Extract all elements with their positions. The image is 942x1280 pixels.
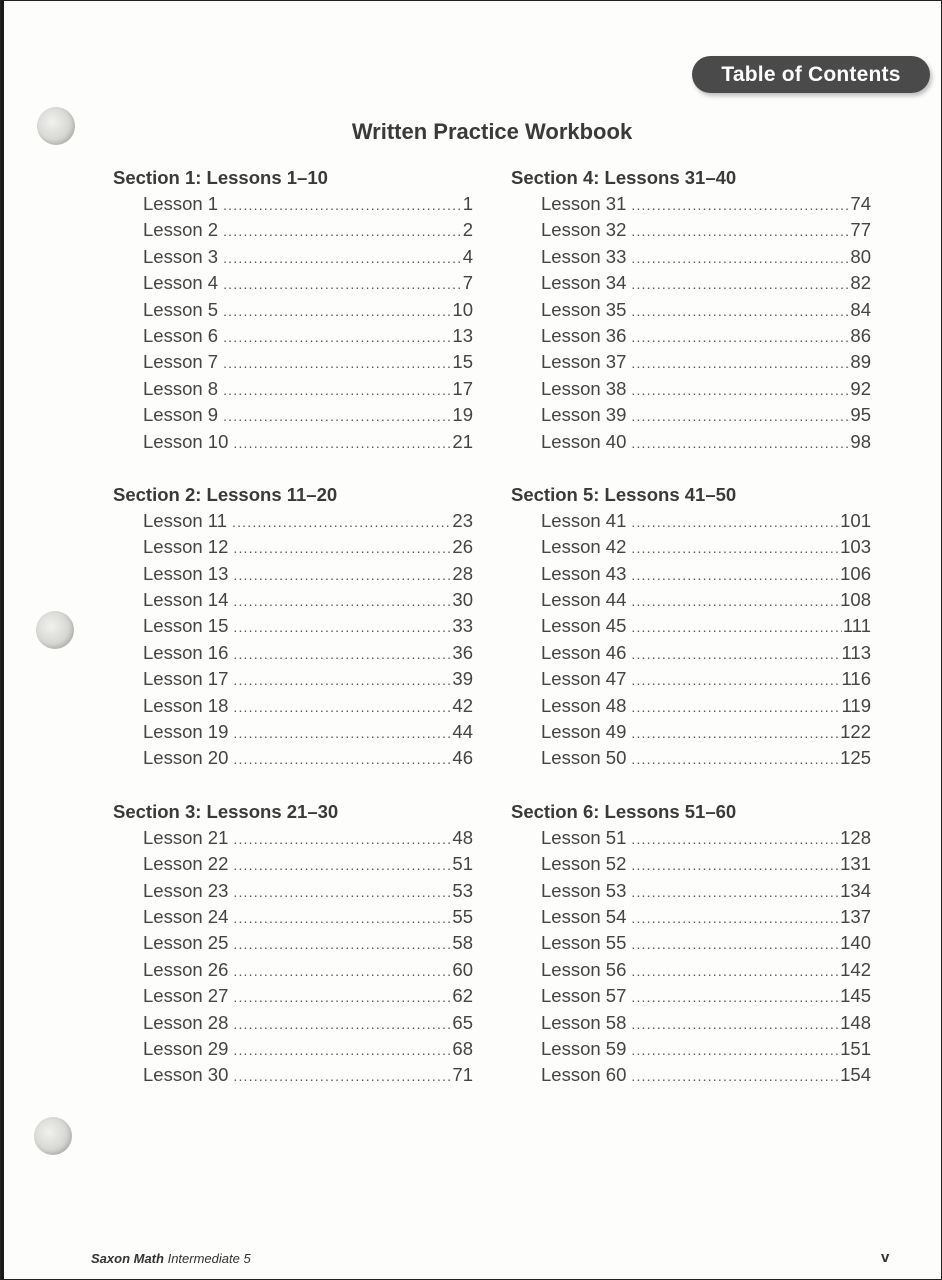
- lesson-label: Lesson 56: [541, 958, 627, 980]
- toc-entry[interactable]: [511, 1036, 871, 1062]
- lesson-label: Lesson 46: [541, 641, 627, 663]
- lesson-label: Lesson 12: [143, 536, 229, 558]
- toc-entry[interactable]: [113, 666, 473, 692]
- punch-hole-bottom: [34, 1117, 72, 1155]
- page-number: 23: [452, 509, 473, 531]
- dot-leader: [631, 852, 839, 878]
- page-number: 142: [840, 958, 871, 980]
- page-number: 48: [452, 826, 473, 848]
- dot-leader: [631, 667, 840, 693]
- toc-section: [113, 799, 473, 1089]
- toc-entry[interactable]: [511, 508, 871, 534]
- dot-leader: [233, 984, 451, 1010]
- page-number: 15: [452, 351, 473, 373]
- dot-leader: [631, 694, 840, 720]
- dot-leader: [233, 588, 451, 614]
- dot-leader: [631, 324, 849, 350]
- dot-leader: [233, 958, 451, 984]
- lesson-label: Lesson 34: [541, 272, 627, 294]
- page-number: 125: [840, 747, 871, 769]
- toc-entry[interactable]: [511, 957, 871, 983]
- lesson-label: Lesson 8: [143, 377, 219, 399]
- lesson-label: Lesson 33: [541, 245, 627, 267]
- lesson-label: Lesson 53: [541, 879, 627, 901]
- footer-brand: Saxon Math: [91, 1251, 164, 1266]
- dot-leader: [631, 984, 839, 1010]
- toc-entry[interactable]: [511, 983, 871, 1009]
- section-header: Section 5: Lessons 41–50: [511, 483, 737, 505]
- dot-leader: [631, 1037, 839, 1063]
- page-number: 134: [840, 879, 871, 901]
- lesson-label: Lesson 47: [541, 668, 627, 690]
- lesson-label: Lesson 59: [541, 1037, 627, 1059]
- lesson-label: Lesson 52: [541, 853, 627, 875]
- page-number: 46: [452, 747, 473, 769]
- page-number: 19: [452, 404, 473, 426]
- toc-entry[interactable]: [113, 429, 473, 455]
- lesson-label: Lesson 51: [541, 826, 627, 848]
- lesson-label: Lesson 19: [143, 721, 229, 743]
- lesson-label: Lesson 40: [541, 430, 627, 452]
- footer-subtitle: Intermediate 5: [167, 1251, 251, 1266]
- page-number: 33: [452, 615, 473, 637]
- toc-entry[interactable]: [113, 217, 473, 243]
- lesson-label: Lesson 13: [143, 562, 229, 584]
- page-number: 119: [841, 694, 871, 716]
- dot-leader: [631, 430, 849, 456]
- page-number: 148: [840, 1011, 871, 1033]
- dot-leader: [631, 377, 849, 403]
- dot-leader: [233, 1037, 451, 1063]
- toc-entry[interactable]: [511, 745, 871, 771]
- toc-section: [511, 799, 871, 1089]
- dot-leader: [233, 746, 451, 772]
- dot-leader: [223, 271, 462, 297]
- lesson-label: Lesson 50: [541, 747, 627, 769]
- lesson-label: Lesson 16: [143, 641, 229, 663]
- page-number: 145: [840, 985, 871, 1007]
- toc-entry[interactable]: [113, 930, 473, 956]
- dot-leader: [233, 826, 451, 852]
- page-number: 89: [850, 351, 871, 373]
- page-number: 98: [850, 430, 871, 452]
- toc-entry[interactable]: [511, 429, 871, 455]
- lesson-label: Lesson 17: [143, 668, 229, 690]
- section-header: Section 6: Lessons 51–60: [511, 800, 737, 822]
- dot-leader: [631, 746, 839, 772]
- page-number: 42: [452, 694, 473, 716]
- toc-column-right: [511, 165, 871, 1116]
- page-number: 116: [841, 668, 871, 690]
- toc-entry[interactable]: [113, 1062, 473, 1088]
- toc-entry[interactable]: [511, 613, 871, 639]
- table-of-contents-tab: Table of Contents: [692, 56, 930, 93]
- toc-entry[interactable]: [511, 217, 871, 243]
- section-header: Section 3: Lessons 21–30: [113, 800, 339, 822]
- dot-leader: [631, 403, 849, 429]
- toc-entry[interactable]: [113, 693, 473, 719]
- toc-entry[interactable]: [511, 244, 871, 270]
- dot-leader: [223, 403, 451, 429]
- lesson-label: Lesson 60: [541, 1064, 627, 1086]
- toc-entry[interactable]: [113, 349, 473, 375]
- toc-entry[interactable]: [511, 191, 871, 217]
- toc-entry[interactable]: [113, 508, 473, 534]
- dot-leader: [631, 879, 839, 905]
- dot-leader: [233, 430, 451, 456]
- toc-entry[interactable]: [113, 719, 473, 745]
- lesson-label: Lesson 9: [143, 404, 219, 426]
- lesson-label: Lesson 49: [541, 721, 627, 743]
- toc-entry[interactable]: [113, 851, 473, 877]
- footer-page-number: v: [881, 1249, 890, 1266]
- lesson-label: Lesson 24: [143, 905, 229, 927]
- toc-entry[interactable]: [113, 191, 473, 217]
- page-number: 39: [452, 668, 473, 690]
- toc-entry[interactable]: [113, 402, 473, 428]
- toc-entry[interactable]: [113, 745, 473, 771]
- page-number: 55: [452, 905, 473, 927]
- toc-column-left: [113, 165, 473, 1116]
- page-number: 128: [840, 826, 871, 848]
- page-number: 92: [850, 377, 871, 399]
- lesson-label: Lesson 3: [143, 245, 219, 267]
- dot-leader: [223, 350, 451, 376]
- lesson-label: Lesson 2: [143, 219, 219, 241]
- page-number: 28: [452, 562, 473, 584]
- dot-leader: [631, 614, 842, 640]
- toc-entry[interactable]: [511, 693, 871, 719]
- lesson-label: Lesson 10: [143, 430, 229, 452]
- page-number: 122: [840, 721, 871, 743]
- lesson-label: Lesson 36: [541, 324, 627, 346]
- toc-entry[interactable]: [511, 297, 871, 323]
- dot-leader: [233, 931, 451, 957]
- lesson-label: Lesson 23: [143, 879, 229, 901]
- lesson-label: Lesson 22: [143, 853, 229, 875]
- toc-entry[interactable]: [113, 270, 473, 296]
- page-number: 108: [840, 589, 871, 611]
- page-number: 103: [840, 536, 871, 558]
- page-number: 68: [452, 1037, 473, 1059]
- page-number: 30: [452, 589, 473, 611]
- page-number: 106: [840, 562, 871, 584]
- lesson-label: Lesson 54: [541, 905, 627, 927]
- page-number: 7: [462, 272, 473, 294]
- lesson-label: Lesson 4: [143, 272, 219, 294]
- dot-leader: [631, 826, 839, 852]
- lesson-label: Lesson 15: [143, 615, 229, 637]
- toc-entry[interactable]: [113, 297, 473, 323]
- footer-book-title: [91, 1251, 251, 1266]
- toc-entry[interactable]: [113, 904, 473, 930]
- lesson-label: Lesson 14: [143, 589, 229, 611]
- toc-entry[interactable]: [113, 825, 473, 851]
- section-header: Section 1: Lessons 1–10: [113, 167, 328, 188]
- lesson-label: Lesson 27: [143, 985, 229, 1007]
- dot-leader: [631, 509, 839, 535]
- lesson-label: Lesson 6: [143, 324, 219, 346]
- toc-entry[interactable]: [511, 270, 871, 296]
- toc-entry[interactable]: [113, 534, 473, 560]
- lesson-label: Lesson 1: [143, 193, 219, 214]
- lesson-label: Lesson 45: [541, 615, 627, 637]
- dot-leader: [233, 535, 451, 561]
- page-number: 95: [850, 404, 871, 426]
- toc-entry[interactable]: [511, 930, 871, 956]
- toc-entry[interactable]: [511, 878, 871, 904]
- dot-leader: [233, 641, 451, 667]
- dot-leader: [631, 350, 849, 376]
- page-number: 113: [841, 641, 871, 663]
- toc-entry[interactable]: [511, 1062, 871, 1088]
- toc-entry[interactable]: [113, 561, 473, 587]
- dot-leader: [233, 667, 451, 693]
- dot-leader: [631, 562, 839, 588]
- dot-leader: [631, 535, 839, 561]
- lesson-label: Lesson 57: [541, 985, 627, 1007]
- lesson-label: Lesson 11: [143, 509, 227, 531]
- toc-section: [511, 482, 871, 772]
- page-number: 2: [462, 219, 473, 241]
- dot-leader: [223, 298, 451, 324]
- toc-entry[interactable]: [511, 587, 871, 613]
- punch-hole-middle: [36, 611, 74, 649]
- dot-leader: [631, 245, 849, 271]
- page-number: 84: [850, 298, 871, 320]
- page-number: 131: [840, 853, 871, 875]
- page-number: 71: [452, 1064, 473, 1086]
- section-header: Section 2: Lessons 11–20: [113, 483, 338, 505]
- toc-entry[interactable]: [511, 719, 871, 745]
- dot-leader: [223, 324, 451, 350]
- lesson-label: Lesson 41: [541, 509, 627, 531]
- dot-leader: [631, 1011, 839, 1037]
- toc-entry[interactable]: [511, 640, 871, 666]
- page-number: 82: [850, 272, 871, 294]
- dot-leader: [631, 271, 849, 297]
- lesson-label: Lesson 26: [143, 958, 229, 980]
- lesson-label: Lesson 21: [143, 826, 229, 848]
- lesson-label: Lesson 37: [541, 351, 627, 373]
- page-number: 17: [452, 377, 473, 399]
- lesson-label: Lesson 42: [541, 536, 627, 558]
- toc-entry[interactable]: [113, 244, 473, 270]
- dot-leader: [233, 562, 451, 588]
- lesson-label: Lesson 20: [143, 747, 229, 769]
- dot-leader: [233, 879, 451, 905]
- page-number: 154: [840, 1064, 871, 1086]
- lesson-label: Lesson 25: [143, 932, 229, 954]
- lesson-label: Lesson 18: [143, 694, 229, 716]
- dot-leader: [631, 588, 839, 614]
- dot-leader: [631, 1063, 839, 1089]
- lesson-label: Lesson 43: [541, 562, 627, 584]
- dot-leader: [631, 720, 839, 746]
- page-number: 26: [452, 536, 473, 558]
- lesson-label: Lesson 7: [143, 351, 219, 373]
- page-number: 74: [850, 193, 871, 214]
- dot-leader: [223, 192, 462, 218]
- lesson-label: Lesson 58: [541, 1011, 627, 1033]
- dot-leader: [223, 377, 451, 403]
- lesson-label: Lesson 30: [143, 1064, 229, 1086]
- page-number: 10: [452, 298, 473, 320]
- dot-leader: [223, 218, 462, 244]
- lesson-label: Lesson 48: [541, 694, 627, 716]
- toc-entry[interactable]: [113, 376, 473, 402]
- toc-entry[interactable]: [113, 323, 473, 349]
- page-title: Written Practice Workbook: [351, 119, 633, 144]
- page-number: 101: [840, 509, 871, 531]
- page-number: 58: [452, 932, 473, 954]
- dot-leader: [233, 852, 451, 878]
- page-number: 77: [850, 219, 871, 241]
- page-number: 51: [452, 853, 473, 875]
- toc-entry[interactable]: [511, 904, 871, 930]
- dot-leader: [233, 905, 451, 931]
- page-number: 36: [452, 641, 473, 663]
- toc-entry[interactable]: [113, 1036, 473, 1062]
- lesson-label: Lesson 39: [541, 404, 627, 426]
- toc-section: [511, 165, 871, 455]
- page-number: 151: [840, 1037, 871, 1059]
- toc-entry[interactable]: [511, 323, 871, 349]
- toc-entry[interactable]: [113, 1010, 473, 1036]
- toc-entry[interactable]: [113, 587, 473, 613]
- page-number: 1: [462, 193, 473, 214]
- toc-entry[interactable]: [113, 640, 473, 666]
- toc-entry[interactable]: [113, 983, 473, 1009]
- section-header: Section 4: Lessons 31–40: [511, 167, 737, 188]
- dot-leader: [223, 245, 462, 271]
- page-number: 111: [842, 615, 871, 637]
- page-number: 140: [840, 932, 871, 954]
- dot-leader: [233, 1011, 451, 1037]
- toc-entry[interactable]: [511, 666, 871, 692]
- lesson-label: Lesson 32: [541, 219, 627, 241]
- dot-leader: [232, 509, 451, 535]
- page-number: 60: [452, 958, 473, 980]
- dot-leader: [233, 614, 451, 640]
- lesson-label: Lesson 44: [541, 589, 627, 611]
- page-number: 86: [850, 324, 871, 346]
- page-number: 13: [452, 324, 473, 346]
- lesson-label: Lesson 35: [541, 298, 627, 320]
- lesson-label: Lesson 31: [541, 193, 627, 214]
- lesson-label: Lesson 28: [143, 1011, 229, 1033]
- toc-section: [113, 165, 473, 455]
- dot-leader: [233, 694, 451, 720]
- dot-leader: [631, 958, 839, 984]
- lesson-label: Lesson 38: [541, 377, 627, 399]
- lesson-label: Lesson 5: [143, 298, 219, 320]
- dot-leader: [631, 192, 849, 218]
- dot-leader: [233, 1063, 451, 1089]
- page-edge: [1, 1, 4, 1279]
- toc-section: [113, 482, 473, 772]
- toc-entry[interactable]: [511, 561, 871, 587]
- lesson-label: Lesson 29: [143, 1037, 229, 1059]
- page-number: 21: [452, 430, 473, 452]
- page-number: 44: [452, 721, 473, 743]
- dot-leader: [631, 931, 839, 957]
- lesson-label: Lesson 55: [541, 932, 627, 954]
- toc-entry[interactable]: [113, 957, 473, 983]
- toc-entry[interactable]: [113, 878, 473, 904]
- page-number: 4: [462, 245, 473, 267]
- toc-entry[interactable]: [511, 825, 871, 851]
- toc-entry[interactable]: [113, 613, 473, 639]
- dot-leader: [631, 905, 839, 931]
- toc-entry[interactable]: [511, 349, 871, 375]
- toc-entry[interactable]: [511, 402, 871, 428]
- page-number: 80: [850, 245, 871, 267]
- dot-leader: [631, 641, 840, 667]
- toc-entry[interactable]: [511, 1010, 871, 1036]
- page-number: 65: [452, 1011, 473, 1033]
- dot-leader: [631, 218, 849, 244]
- page-number: 53: [452, 879, 473, 901]
- dot-leader: [631, 298, 849, 324]
- page-number: 62: [452, 985, 473, 1007]
- toc-entry[interactable]: [511, 851, 871, 877]
- dot-leader: [233, 720, 451, 746]
- toc-entry[interactable]: [511, 376, 871, 402]
- toc-entry[interactable]: [511, 534, 871, 560]
- page-number: 137: [840, 905, 871, 927]
